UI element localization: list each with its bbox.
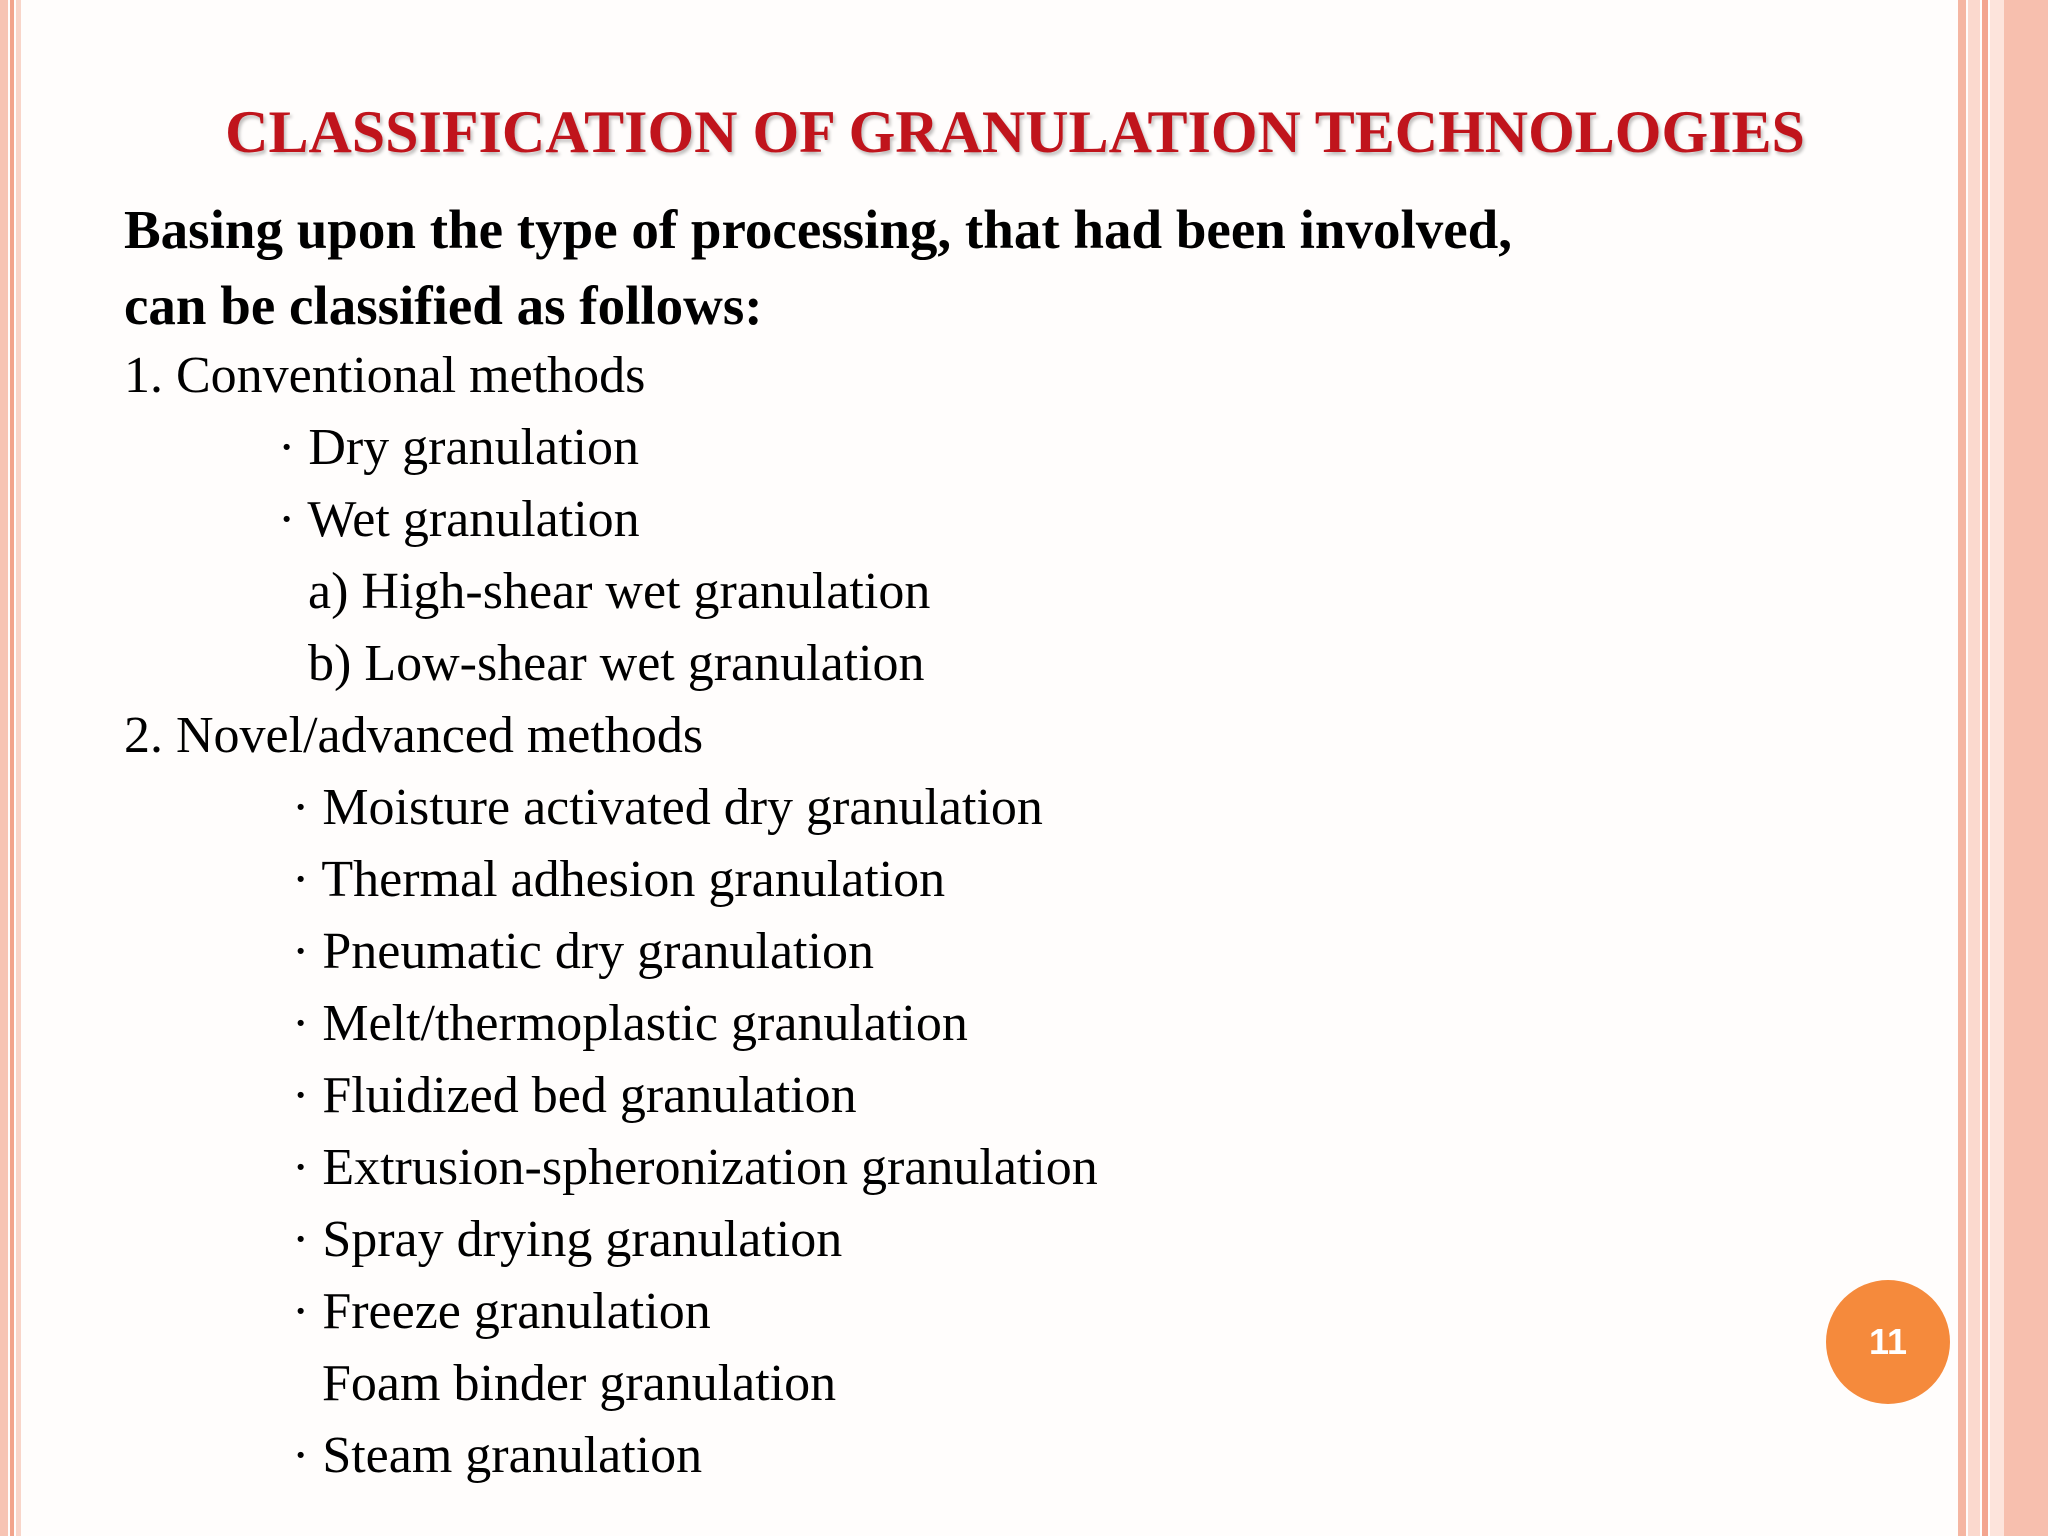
list-item: · Fluidized bed granulation (292, 1067, 857, 1124)
list-item: Foam binder granulation (322, 1355, 837, 1412)
sub-list-item: b) Low-shear wet granulation (308, 635, 925, 692)
list-item: · Dry granulation (278, 419, 640, 476)
list-item: · Wet granulation (278, 491, 640, 548)
left-border-stripe (0, 0, 8, 1536)
page-number-badge: 11 (1826, 1280, 1950, 1404)
right-border-stripe (2004, 0, 2048, 1536)
intro-line: can be classified as follows: (124, 275, 763, 336)
sub-list-item: a) High-shear wet granulation (308, 563, 931, 620)
right-border-stripe (1982, 0, 1988, 1536)
right-border-stripe (1990, 0, 2004, 1536)
intro-text (124, 192, 1512, 344)
left-border-stripe (10, 0, 14, 1536)
section-heading-novel: 2. Novel/advanced methods (124, 707, 704, 764)
section-heading-conventional: 1. Conventional methods (124, 347, 646, 404)
list-item: · Steam granulation (292, 1427, 703, 1484)
right-border-stripe (1958, 0, 1966, 1536)
intro-line: Basing upon the type of processing, that had been involved, (124, 199, 1512, 260)
list-item: · Pneumatic dry granulation (292, 923, 874, 980)
slide-title: CLASSIFICATION OF GRANULATION TECHNOLOGIES (225, 99, 1805, 165)
left-border-stripe (16, 0, 21, 1536)
right-border-stripe (1968, 0, 1980, 1536)
list-item: · Melt/thermoplastic granulation (292, 995, 968, 1052)
list-item: · Freeze granulation (292, 1283, 711, 1340)
list-item: · Thermal adhesion granulation (292, 851, 946, 908)
list-item: · Extrusion-spheronization granulation (292, 1139, 1098, 1196)
list-item: · Spray drying granulation (292, 1211, 843, 1268)
list-item: · Moisture activated dry granulation (292, 779, 1043, 836)
